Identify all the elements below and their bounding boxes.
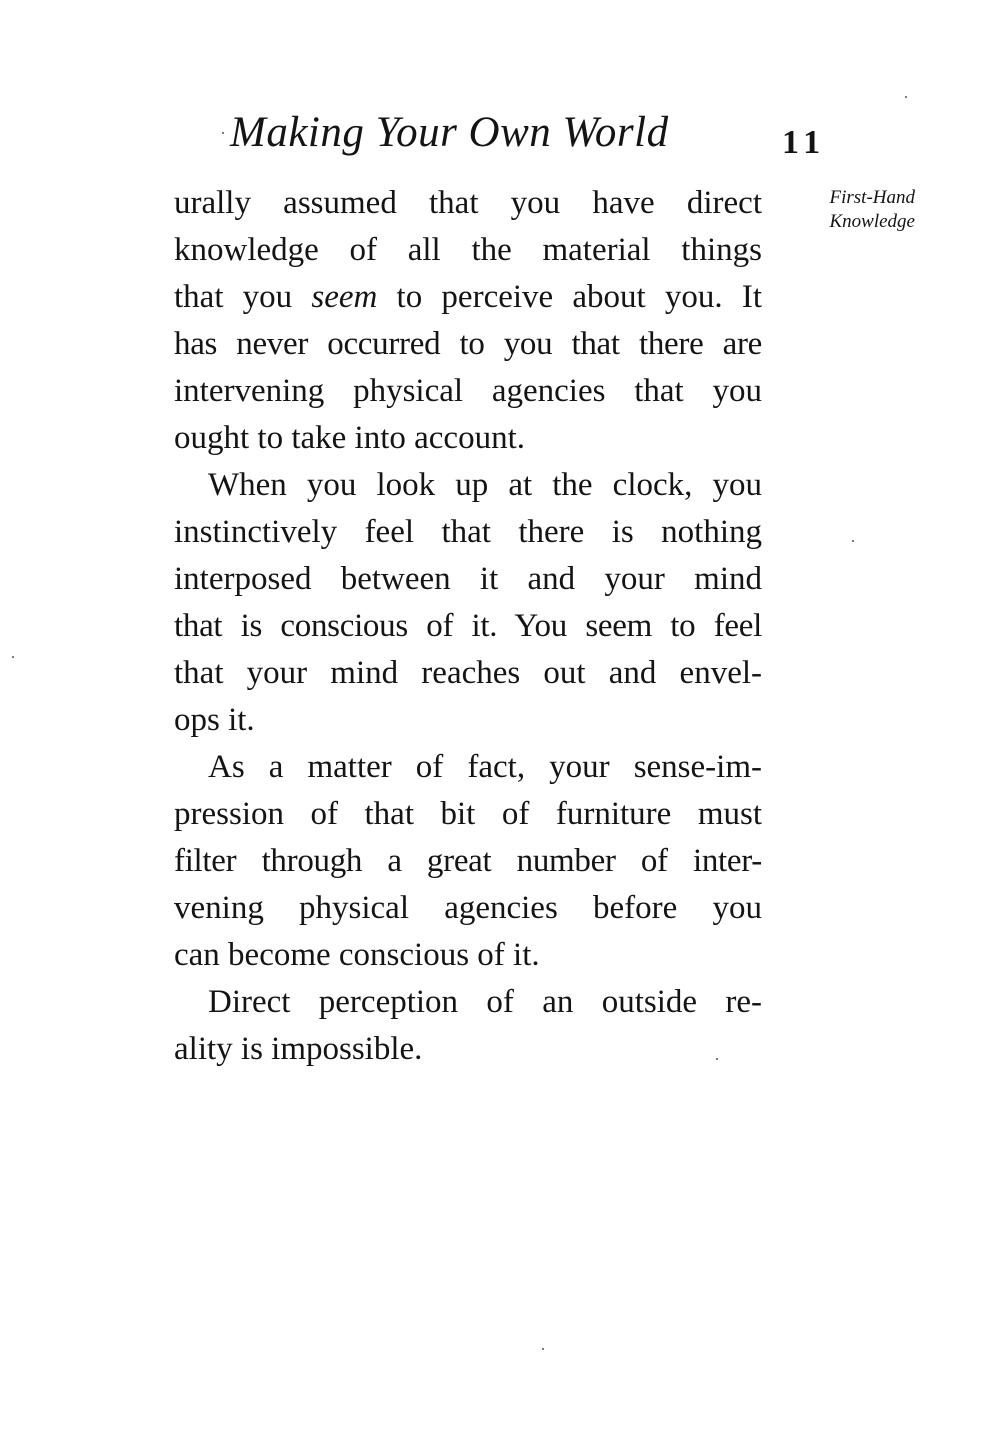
paragraph-1	[174, 180, 762, 462]
text-line: ought to take into account.	[174, 420, 525, 456]
text-line: intervening physical agencies that you	[174, 373, 762, 409]
text-line: that your mind reaches out and envel-	[174, 655, 762, 691]
text-line: has never occurred to you that there are	[174, 326, 762, 362]
speck-mark	[852, 540, 854, 542]
marginal-note	[780, 186, 915, 234]
paragraph-2	[174, 462, 762, 744]
text-line: interposed between it and your mind	[174, 561, 762, 597]
text-line: can become conscious of it.	[174, 937, 540, 973]
text-line: pression of that bit of furniture must	[174, 796, 762, 832]
speck-mark	[542, 1348, 544, 1350]
text-line: ops it.	[174, 702, 255, 738]
text-line: urally assumed that you have direct	[174, 185, 762, 221]
page-number: 11	[782, 124, 827, 161]
text-line: When you look up at the clock, you	[208, 467, 762, 503]
text-line: vening physical agencies before you	[174, 890, 762, 926]
paragraph-3	[174, 744, 762, 979]
marginal-note-line: Knowledge	[829, 211, 915, 232]
text-line: instinctively feel that there is nothing	[174, 514, 762, 550]
speck-mark	[716, 1058, 718, 1060]
text-line: ality is impossible.	[174, 1031, 423, 1067]
text-line	[174, 274, 762, 321]
paragraph-4	[174, 979, 762, 1073]
speck-mark	[905, 96, 907, 98]
text-run: to perceive about you. It	[377, 279, 763, 315]
text-line: that is conscious of it. You seem to feel	[174, 608, 762, 644]
text-line: knowledge of all the material things	[174, 232, 762, 268]
text-line: As a matter of fact, your sense-im-	[208, 749, 762, 785]
running-head-title: Making Your Own World	[230, 109, 669, 156]
text-line: filter through a great number of inter-	[174, 843, 762, 879]
text-run: that you	[174, 279, 312, 315]
text-line: Direct perception of an outside re-	[208, 984, 762, 1020]
speck-mark	[222, 132, 224, 134]
marginal-note-line: First-Hand	[829, 187, 915, 208]
emphasized-word: seem	[311, 279, 378, 315]
body-text	[174, 180, 762, 1073]
speck-mark	[12, 656, 14, 658]
